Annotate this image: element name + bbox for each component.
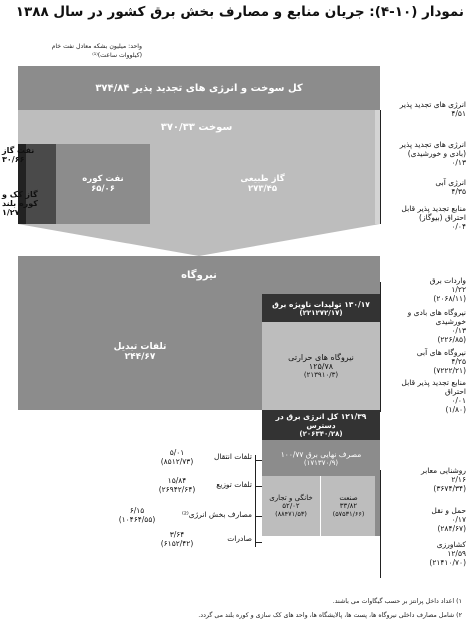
left-output-0-kwh: (۸۵۱۲/۷۳) [160, 457, 194, 466]
right-output-0 [386, 466, 466, 493]
available-value: ۱۲۱/۳۹ [340, 412, 367, 421]
left-output-2-kwh: (۱۰۴۶۴/۵۵) [118, 515, 156, 524]
right-output-line [380, 470, 381, 578]
oil-kura-block [56, 144, 150, 224]
right-input-2-value: ۴/۳۵ [451, 187, 466, 196]
industry-block [320, 476, 376, 536]
left-output-2-value: ۶/۱۵ [129, 506, 145, 515]
right-plant-3 [386, 378, 466, 414]
left-output-1-nums [150, 476, 204, 494]
thermal-plant-label: نیروگاه های حرارتی [288, 353, 354, 362]
right-plant-0-label: واردات برق [429, 276, 466, 285]
right-output-2-value: ۱۲/۵۹ [447, 549, 466, 558]
right-plant-1-kwh: (۲۲۶/۸۵) [437, 335, 466, 344]
right-plant-1-label: نیروگاه های بادی و خورشیدی [407, 308, 466, 326]
final-use-kwh: (۱۷۱۳۷۰/۹) [303, 458, 339, 467]
right-plant-2-label: نیروگاه های آبی [416, 348, 466, 357]
oil-kura-label: نفت کوره [82, 174, 124, 184]
gas-oil-value: ۳۰/۶۶ [2, 155, 25, 164]
right-output-1-value: ۰/۱۷ [451, 515, 466, 524]
diagram-title: نمودار (۱۰-۴): جریان منابع و مصارف بخش برق کشور در سال ۱۳۸۸ [15, 4, 464, 20]
unit-note [52, 42, 142, 60]
left-output-2 [168, 510, 252, 519]
right-plant-1 [386, 308, 466, 344]
right-plant-0-kwh: (۲۰۶۸/۱۱) [433, 294, 466, 303]
coke-gas-label-group [2, 190, 48, 217]
household-block [262, 476, 320, 536]
right-plant-2-kwh: (۷۲۲۲/۲۱) [433, 366, 466, 375]
left-output-1-kwh: (۲۶۹۴۲/۶۴) [158, 485, 196, 494]
left-output-tick-1 [255, 486, 262, 487]
natural-gas-block [150, 144, 375, 224]
gross-gen-kwh: (۲۲۱۲۷۲/۱۷) [299, 308, 343, 317]
footnote-1: ۱) اعداد داخل پرانتز بر حسب گیگاوات می باشند. [332, 598, 462, 605]
thermal-plant-value: ۱۲۵/۷۸ [308, 362, 334, 371]
right-output-0-label: روشنایی معابر [421, 466, 466, 475]
right-output-1-kwh: (۲۸۴/۶۷) [437, 524, 466, 533]
fuel-label: سوخت [198, 121, 233, 133]
left-output-3-label: صادرات [227, 534, 252, 543]
right-input-0-label: انرژی های تجدید پذیر [399, 100, 466, 109]
left-output-tick-2 [255, 516, 262, 517]
right-output-0-kwh: (۳۶۷۴/۳۴) [433, 484, 466, 493]
fuel-block [18, 110, 375, 144]
right-input-2-label: انرژی آبی [435, 178, 466, 187]
right-input-line [380, 110, 381, 224]
coke-gas-label: گاز کک و کوره بلند [2, 190, 38, 208]
left-output-1-label: تلفات توزیع [216, 480, 252, 489]
left-output-3-value: ۳/۶۴ [169, 530, 185, 539]
left-output-0-nums [150, 448, 204, 466]
unit-line-2: (کیلووات ساعت)⁽¹⁾ [92, 52, 142, 59]
thermal-plant-kwh: (۲۱۳۹۱۰/۳) [303, 371, 339, 379]
right-output-2-label: کشاورزی [436, 540, 466, 549]
transform-loss-block [18, 294, 262, 410]
left-output-tick-3 [255, 542, 262, 543]
left-output-line [255, 455, 256, 547]
funnel-shape [18, 224, 380, 256]
left-output-0-value: ۵/۰۱ [169, 448, 185, 457]
final-use-label: مصرف نهایی برق [305, 449, 362, 459]
powerplant-block [18, 256, 380, 294]
thermal-plant-block [262, 322, 380, 410]
industry-kwh: (۵۷۵۳۱/۶۶) [332, 510, 365, 518]
industry-label: صنعت [339, 494, 358, 502]
right-plant-3-kwh: (۱/۸۰) [445, 405, 466, 414]
right-input-1 [386, 140, 466, 167]
total-supply-value: ۳۷۴/۸۴ [95, 82, 130, 94]
transform-loss-label: تلفات تبدیل [113, 342, 167, 352]
right-input-1-value: ۰/۱۳ [451, 158, 466, 167]
right-plant-3-value: ۰/۰۱ [451, 396, 466, 405]
right-output-1 [386, 506, 466, 533]
right-input-0 [386, 100, 466, 118]
final-use-block [262, 440, 380, 476]
gross-gen-value: ۱۳۰/۱۷ [344, 299, 370, 309]
right-plant-2 [386, 348, 466, 375]
gross-gen-block [262, 294, 380, 322]
fuel-value: ۳۷۰/۳۳ [160, 121, 195, 133]
household-kwh: (۸۸۴۷۱/۵۳) [275, 510, 307, 518]
right-output-1-label: حمل و نقل [431, 506, 466, 515]
right-plant-3-label: منابع تجدید پذیر قابل احتراق [401, 378, 466, 396]
footnote-2: ۲) شامل مصارف داخلی نیروگاه ها، پست ها، پالایشگاه ها، واحد های کک سازی و کوره بلند می گردد. [198, 612, 462, 619]
left-output-2-label: مصارف بخش انرژی⁽²⁾ [182, 510, 252, 519]
right-output-2-kwh: (۲۱۴۱۰/۷۰) [429, 558, 466, 567]
left-output-tick-0 [255, 460, 262, 461]
right-input-3-value: ۰/۰۴ [451, 222, 466, 231]
powerplant-label: نیروگاه [181, 269, 217, 281]
right-plant-2-value: ۴/۲۵ [451, 357, 466, 366]
gas-oil-label-group [2, 146, 44, 164]
right-plant-line [380, 282, 381, 412]
right-input-3 [386, 204, 466, 231]
left-output-1-value: ۱۵/۸۴ [167, 476, 187, 485]
oil-kura-value: ۶۵/۰۶ [91, 184, 115, 194]
right-output-2 [386, 540, 466, 567]
right-plant-0 [386, 276, 466, 303]
unit-line-1: واحد: میلیون بشکه معادل نفت خام [51, 43, 142, 50]
left-output-3-kwh: (۶۱۵۲/۴۲) [160, 539, 194, 548]
right-input-0-value: ۴/۵۱ [451, 109, 466, 118]
right-input-1-label: انرژی های تجدید پذیر (بادی و خورشیدی) [399, 140, 466, 158]
available-block [262, 410, 380, 440]
left-output-0-label: تلفات انتقال [213, 452, 252, 461]
industry-value: ۳۳/۸۲ [339, 502, 358, 510]
left-output-3-nums [150, 530, 204, 548]
coke-gas-value: ۱/۲۷ [2, 208, 20, 217]
right-output-0-value: ۲/۱۶ [451, 475, 466, 484]
available-label: کل انرژی برق در دسترس [275, 412, 339, 430]
gas-oil-label: نفت گاز [2, 146, 35, 155]
right-input-3-label: منابع تجدید پذیر قابل احتراق (بیوگاز) [401, 204, 466, 222]
natural-gas-label: گاز طبیعی [240, 174, 285, 184]
total-supply-label: کل سوخت و انرژی های تجدید پذیر [132, 82, 303, 94]
total-supply-block [18, 66, 380, 110]
left-output-2-nums [108, 506, 166, 524]
right-plant-0-value: ۱/۲۲ [451, 285, 466, 294]
household-label: خانگی و تجاری [269, 494, 313, 502]
household-value: ۵۲/۰۲ [282, 502, 300, 510]
right-input-2 [386, 178, 466, 196]
natural-gas-value: ۲۷۳/۴۵ [247, 184, 278, 194]
right-plant-1-value: ۰/۱۳ [451, 326, 466, 335]
transform-loss-value: ۲۴۴/۶۷ [124, 352, 156, 362]
gross-gen-label: تولیدات ناویژه برق [272, 299, 342, 309]
available-kwh: (۲۰۶۳۴۰/۲۸) [299, 430, 343, 438]
final-use-value: ۱۰۰/۷۷ [280, 449, 304, 459]
